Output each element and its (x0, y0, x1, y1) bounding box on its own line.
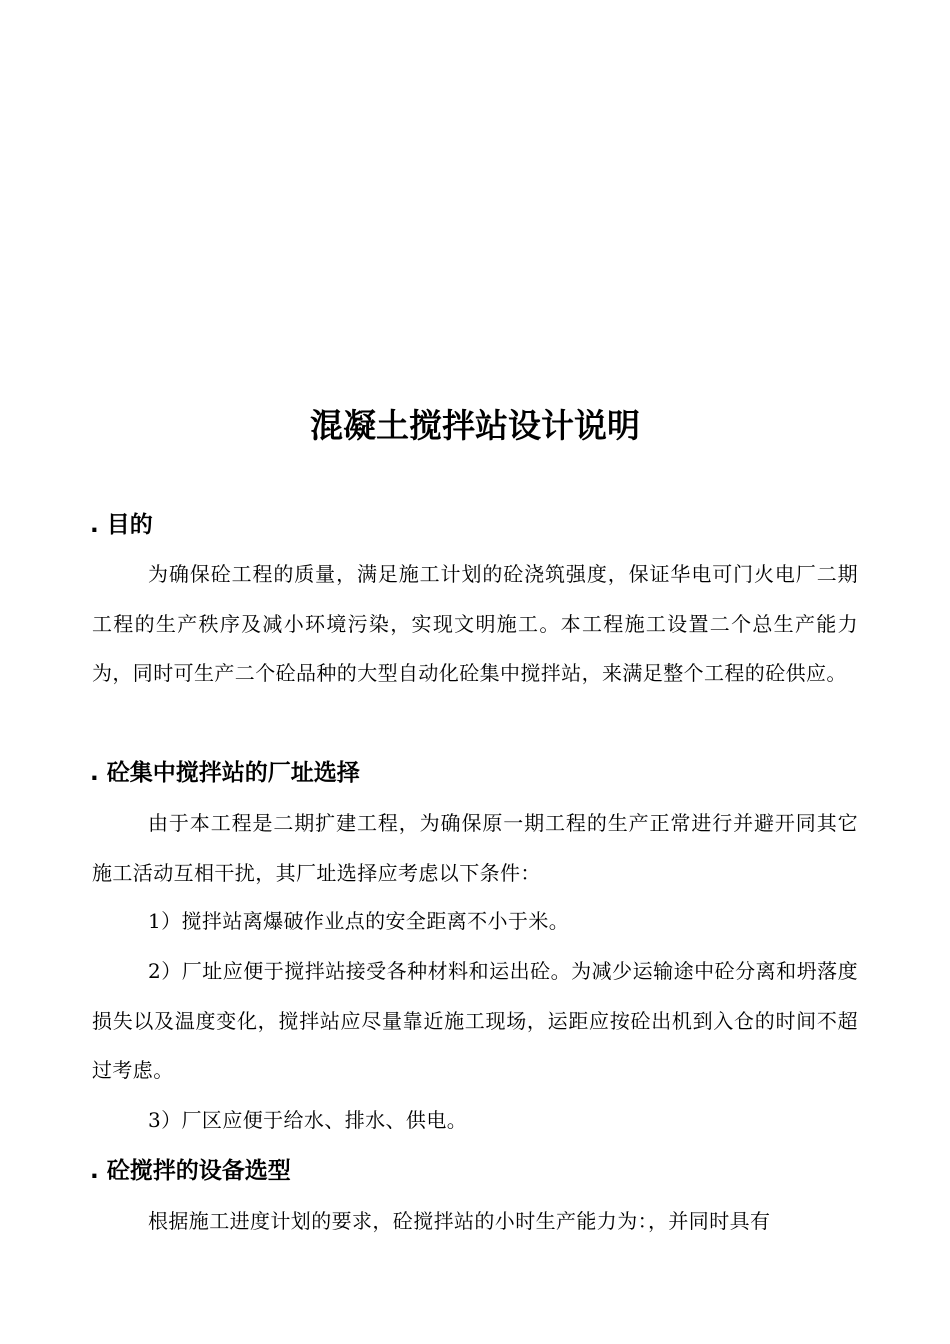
paragraph-site-selection: 由于本工程是二期扩建工程，为确保原一期工程的生产正常进行并避开同其它施工活动互相干扰，其厂址选择应考虑以下条件： (92, 811, 858, 885)
list-item-safety-distance: 1）搅拌站离爆破作业点的安全距离不小于米。 (148, 909, 570, 933)
section-heading-site-selection: . 砼集中搅拌站的厂址选择 (90, 760, 360, 786)
paragraph-purpose: 为确保砼工程的质量，满足施工计划的砼浇筑强度，保证华电可门火电厂二期工程的生产秩序及减小环境污染，实现文明施工。本工程施工设置二个总生产能力为，同时可生产二个砼品种的大型自动化砼集中搅拌站，来满足整个工程的砼供应。 (92, 562, 858, 686)
list-item-material-transport: 2）厂址应便于搅拌站接受各种材料和运出砼。为减少运输途中砼分离和坍落度损失以及温度变化，搅拌站应尽量靠近施工现场，运距应按砼出机到入仓的时间不超过考虑。 (92, 959, 858, 1083)
section-heading-purpose: . 目的 (90, 512, 153, 538)
paragraph-equipment: 根据施工进度计划的要求，砼搅拌站的小时生产能力为：，并同时具有 (148, 1209, 771, 1233)
document-title: 混凝土搅拌站设计说明 (310, 406, 640, 445)
section-heading-equipment: . 砼搅拌的设备选型 (90, 1158, 291, 1184)
list-item-utilities: 3）厂区应便于给水、排水、供电。 (148, 1108, 468, 1132)
